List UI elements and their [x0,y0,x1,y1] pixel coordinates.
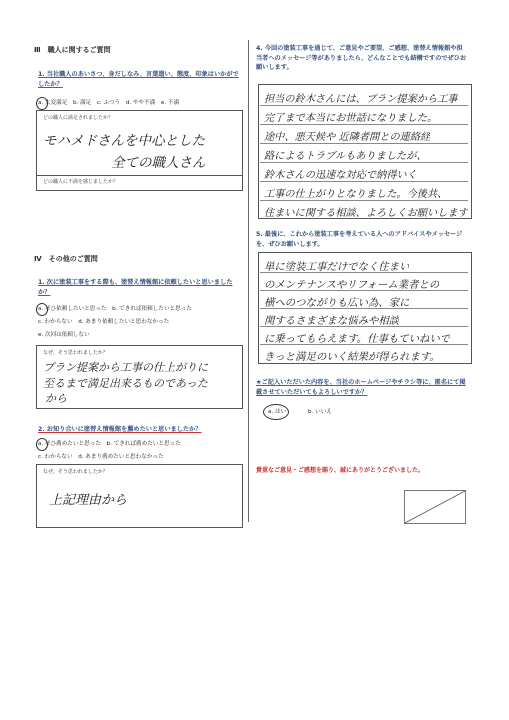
handwritten-line: 路によるトラブルもありましたが、 [264,151,427,162]
question1-text: 1. 当社職人のあいさつ、身だしなみ、言葉遣い、態度、印象はいかがでしたか？ [38,71,239,88]
question5-text: 5. 最後に、これから塗装工事を考えている人へのアドバイスやメッセージを、ぜひお願いします。 [256,231,463,248]
handwritten-line: 完了まで本当にお世話になりました。 [264,113,438,124]
ruled-line [260,143,468,144]
publish-option-no: b. いいえ [308,409,332,415]
section3-title: Ⅲ 職人に関するご質問 [34,46,111,54]
satisfied-staff-label: どの職人に満足されましたか？ [43,115,114,121]
question2-reason-line3: から [45,392,67,405]
handwritten-line: に乗ってもらえます。仕事もていねいで [264,333,451,345]
selected-option-circle [36,97,48,110]
handwritten-line: のメンテナンスやリフォーム業者との [264,279,440,291]
handwritten-line: 工事の仕上がりとなりました。今後共、 [264,189,448,200]
question3-option-cd: c. わからない d. あまり薦めたいと思わなかった [38,454,164,460]
handwritten-line: 単に塗装工事だけでなく住まい [264,261,410,273]
publish-permission-question: ★ご記入いただいた内容を、当社のホームページやチラシ等に、匿名にて掲載させていただいてもよろしいですか？ [256,379,466,396]
question3-reason-box [36,464,243,528]
handwritten-line: 担当の鈴木さんには、プラン提案から工事 [264,94,458,105]
publish-option-yes: a. はい [268,409,287,415]
question3-option-ab: a. ぜひ薦めたいと思った b. できれば薦めたいと思った [38,441,181,447]
selected-option-circle [36,438,48,451]
question2-option-ab: a. ぜひ依頼したいと思った b. できれば依頼したいと思った [38,306,192,312]
question3-text: 2. お知り合いに塗替え情報館を薦めたいと思いましたか？ [38,426,202,433]
question2-reason-label: なぜ、そう思われましたか？ [43,350,108,356]
ruled-line [260,162,468,163]
selected-option-circle [36,303,48,316]
box-divider [37,175,242,176]
handwritten-line: 住まいに関する相談、よろしくお願いします [264,208,468,219]
question3-reason-label: なぜ、そう思われましたか？ [43,469,108,475]
section4-title: Ⅳ その他のご質問 [34,255,98,263]
question2-reason-line1: プラン提案から工事の仕上がりに [43,361,208,374]
question2-text: 1. 次に塗装工事をする際も、塗替え情報館に依頼したいと思いましたか？ [38,279,233,296]
question2-reason-line2: 至るまで満足出来るものであった [43,377,208,390]
question3-reason-answer: 上記理由から [49,493,128,508]
satisfied-staff-answer-line1: モハメドさんを中心とした [43,133,205,149]
unsatisfied-staff-label: どの職人に不満を感じましたか？ [43,179,119,185]
handwritten-line: 途中、悪天候や 近隣者間との連絡経 [264,132,431,143]
ruled-line [260,181,468,182]
signature-stamp-box [404,490,466,524]
column-divider [248,40,249,522]
question1-options: a. 大変満足 b. 満足 c. ふつう d. やや不満 e. 不満 [38,100,180,106]
selected-option-circle [263,404,289,420]
handwritten-line: きっと満足のいく結果が得られます。 [264,351,440,363]
handwritten-line: 関するさまざまな悩みや相談 [264,315,400,327]
satisfied-staff-answer-line2: 全ての職人さん [111,155,206,171]
thanks-message: 貴重なご意見・ご感想を賜り、誠にありがとうございました。 [256,467,425,474]
question2-reason-box [36,345,243,409]
question1-answer-box [36,110,243,191]
question2-option-cd: c. わからない d. あまり依頼したいと思わなかった [38,319,170,325]
question2-option-e: e. 次回は依頼しない [38,332,90,338]
ruled-line [260,200,468,201]
handwritten-line: 鈴木さんの迅速な対応で納得いく [264,170,417,181]
ruled-line [260,105,468,106]
handwritten-line: 横へのつながりも広い為、家に [264,297,410,309]
question4-text: 4. 今回の塗装工事を通じて、ご意見やご要望、ご感想、塗替え情報館や担当者へのメッセージ等がありましたら、どんなことでも結構ですのでぜひお願いします。 [256,45,467,71]
ruled-line [260,124,468,125]
